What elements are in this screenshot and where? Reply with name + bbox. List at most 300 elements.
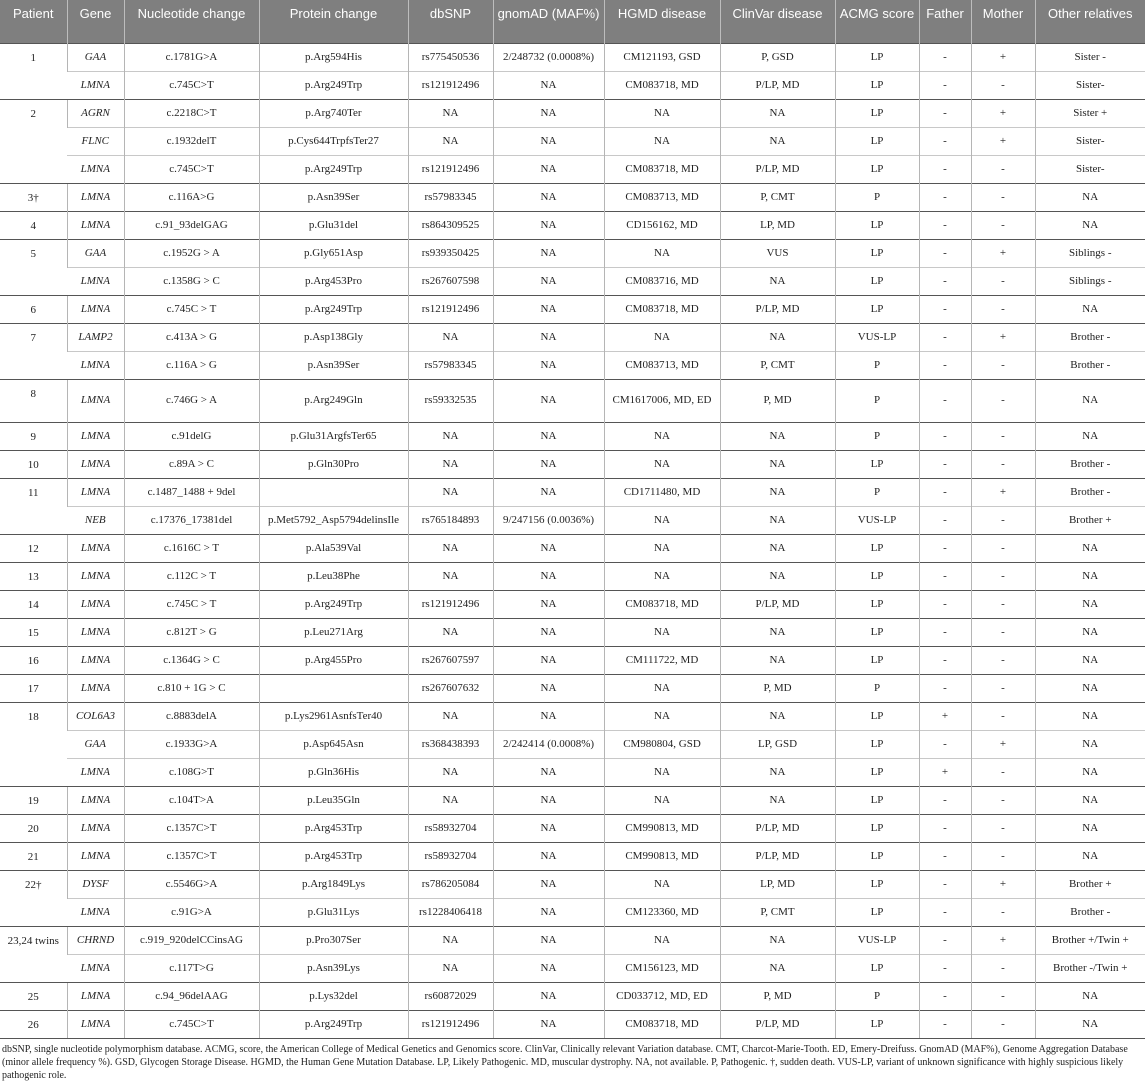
cell-dbsnp: rs775450536 — [408, 43, 493, 71]
cell-gene: LMNA — [67, 562, 124, 590]
header-gene: Gene — [67, 0, 124, 43]
cell-gnomad: NA — [493, 211, 604, 239]
cell-clinvar-disease: NA — [720, 506, 835, 534]
cell-father: - — [919, 954, 971, 982]
cell-hgmd-disease: CM990813, MD — [604, 814, 720, 842]
cell-mother: + — [971, 239, 1035, 267]
cell-mother: - — [971, 267, 1035, 295]
cell-protein-change: p.Lys2961AsnfsTer40 — [259, 702, 408, 730]
cell-protein-change: p.Asn39Ser — [259, 183, 408, 211]
cell-father: - — [919, 478, 971, 506]
cell-mother: + — [971, 127, 1035, 155]
cell-patient: 16 — [0, 646, 67, 674]
cell-other-relatives: Brother - — [1035, 351, 1145, 379]
cell-protein-change: p.Asp645Asn — [259, 730, 408, 758]
cell-dbsnp: rs121912496 — [408, 590, 493, 618]
cell-father: - — [919, 323, 971, 351]
cell-dbsnp: rs57983345 — [408, 351, 493, 379]
cell-gene: LMNA — [67, 450, 124, 478]
cell-hgmd-disease: NA — [604, 758, 720, 786]
cell-clinvar-disease: P/LP, MD — [720, 295, 835, 323]
cell-nucleotide-change: c.745C > T — [124, 295, 259, 323]
cell-other-relatives: NA — [1035, 702, 1145, 730]
cell-patient: 25 — [0, 982, 67, 1010]
header-protein-change: Protein change — [259, 0, 408, 43]
cell-mother: - — [971, 814, 1035, 842]
cell-father: - — [919, 183, 971, 211]
cell-gnomad: NA — [493, 351, 604, 379]
cell-hgmd-disease: NA — [604, 618, 720, 646]
cell-patient: 17 — [0, 674, 67, 702]
cell-mother: - — [971, 295, 1035, 323]
table-row — [0, 506, 1145, 534]
cell-other-relatives: NA — [1035, 646, 1145, 674]
cell-gene: LMNA — [67, 534, 124, 562]
cell-hgmd-disease: CM083718, MD — [604, 71, 720, 99]
cell-gene: LMNA — [67, 183, 124, 211]
cell-patient: 23,24 twins — [0, 926, 67, 982]
table-row — [0, 842, 1145, 870]
cell-nucleotide-change: c.94_96delAAG — [124, 982, 259, 1010]
header-father: Father — [919, 0, 971, 43]
header-dbsnp: dbSNP — [408, 0, 493, 43]
cell-gene: LMNA — [67, 954, 124, 982]
cell-mother: - — [971, 379, 1035, 422]
cell-hgmd-disease: CM121193, GSD — [604, 43, 720, 71]
table-row — [0, 674, 1145, 702]
cell-clinvar-disease: NA — [720, 786, 835, 814]
cell-gnomad: 9/247156 (0.0036%) — [493, 506, 604, 534]
cell-mother: - — [971, 758, 1035, 786]
cell-other-relatives: NA — [1035, 183, 1145, 211]
cell-mother: - — [971, 351, 1035, 379]
cell-dbsnp: NA — [408, 618, 493, 646]
cell-other-relatives: Sister- — [1035, 71, 1145, 99]
cell-nucleotide-change: c.1952G > A — [124, 239, 259, 267]
table-row — [0, 562, 1145, 590]
cell-mother: - — [971, 450, 1035, 478]
cell-gene: LMNA — [67, 590, 124, 618]
cell-father: - — [919, 674, 971, 702]
table-row — [0, 786, 1145, 814]
cell-nucleotide-change: c.8883delA — [124, 702, 259, 730]
cell-other-relatives: NA — [1035, 786, 1145, 814]
cell-gene: LMNA — [67, 155, 124, 183]
cell-protein-change: p.Arg594His — [259, 43, 408, 71]
cell-gene: DYSF — [67, 870, 124, 898]
cell-father: - — [919, 43, 971, 71]
cell-gnomad: NA — [493, 702, 604, 730]
cell-acmg-score: LP — [835, 590, 919, 618]
cell-clinvar-disease: LP, MD — [720, 870, 835, 898]
cell-patient: 6 — [0, 295, 67, 323]
header-row — [0, 0, 1145, 43]
cell-gene: LMNA — [67, 478, 124, 506]
cell-gene: LMNA — [67, 618, 124, 646]
cell-hgmd-disease: NA — [604, 127, 720, 155]
cell-other-relatives: Sister + — [1035, 99, 1145, 127]
cell-other-relatives: Brother + — [1035, 870, 1145, 898]
cell-gene: LMNA — [67, 786, 124, 814]
cell-protein-change — [259, 674, 408, 702]
cell-nucleotide-change: c.1933G>A — [124, 730, 259, 758]
cell-hgmd-disease: NA — [604, 702, 720, 730]
table-row — [0, 351, 1145, 379]
cell-acmg-score: LP — [835, 562, 919, 590]
cell-father: - — [919, 730, 971, 758]
cell-hgmd-disease: NA — [604, 323, 720, 351]
cell-acmg-score: LP — [835, 239, 919, 267]
cell-gene: LMNA — [67, 758, 124, 786]
cell-protein-change: p.Arg249Trp — [259, 590, 408, 618]
cell-protein-change: p.Gly651Asp — [259, 239, 408, 267]
cell-patient: 13 — [0, 562, 67, 590]
cell-hgmd-disease: NA — [604, 506, 720, 534]
header-hgmd-disease: HGMD disease — [604, 0, 720, 43]
cell-other-relatives: Brother +/Twin + — [1035, 926, 1145, 954]
cell-protein-change: p.Leu35Gln — [259, 786, 408, 814]
cell-mother: - — [971, 646, 1035, 674]
cell-gene: AGRN — [67, 99, 124, 127]
cell-clinvar-disease: NA — [720, 954, 835, 982]
cell-clinvar-disease: P/LP, MD — [720, 155, 835, 183]
cell-father: - — [919, 422, 971, 450]
cell-dbsnp: NA — [408, 127, 493, 155]
cell-nucleotide-change: c.89A > C — [124, 450, 259, 478]
cell-clinvar-disease: P, MD — [720, 379, 835, 422]
cell-nucleotide-change: c.1364G > C — [124, 646, 259, 674]
cell-dbsnp: rs60872029 — [408, 982, 493, 1010]
cell-acmg-score: LP — [835, 954, 919, 982]
cell-dbsnp: NA — [408, 99, 493, 127]
cell-protein-change: p.Arg1849Lys — [259, 870, 408, 898]
cell-other-relatives: NA — [1035, 842, 1145, 870]
cell-nucleotide-change: c.116A > G — [124, 351, 259, 379]
table-row — [0, 758, 1145, 786]
cell-dbsnp: NA — [408, 422, 493, 450]
cell-other-relatives: NA — [1035, 590, 1145, 618]
cell-gnomad: NA — [493, 646, 604, 674]
cell-patient: 2 — [0, 99, 67, 183]
cell-gene: CHRND — [67, 926, 124, 954]
cell-father: + — [919, 702, 971, 730]
cell-other-relatives: Brother - — [1035, 478, 1145, 506]
cell-mother: - — [971, 842, 1035, 870]
cell-nucleotide-change: c.117T>G — [124, 954, 259, 982]
cell-patient: 18 — [0, 702, 67, 786]
cell-gene: LMNA — [67, 898, 124, 926]
cell-patient: 20 — [0, 814, 67, 842]
table-body — [0, 43, 1145, 1038]
cell-acmg-score: LP — [835, 211, 919, 239]
cell-acmg-score: P — [835, 478, 919, 506]
cell-hgmd-disease: NA — [604, 239, 720, 267]
cell-clinvar-disease: NA — [720, 618, 835, 646]
cell-gene: NEB — [67, 506, 124, 534]
cell-gnomad: NA — [493, 127, 604, 155]
cell-gene: LMNA — [67, 351, 124, 379]
cell-patient: 1 — [0, 43, 67, 99]
cell-patient: 26 — [0, 1010, 67, 1038]
cell-father: - — [919, 926, 971, 954]
cell-protein-change: p.Arg249Gln — [259, 379, 408, 422]
table-footnote: dbSNP, single nucleotide polymorphism database. ACMG, score, the American College of Medical Genetics and Genomics score. ClinVar, Clinically relevant Variation database. CMT, Charcot-Marie-Tooth. ED, Emery-Dreifuss. GnomAD (MAF%), Genome Aggregation Database (minor allele frequency %). GSD, Glycogen Storage Disease. HGMD, the Human Gene Mutation Database. LP, Likely Pathogenic. MD, muscular dystrophy. NA, not available. P, Pathogenic. †, sudden death. VUS-LP, variant of unknown significance with highly suspicious likely pathogenic role. — [2, 1043, 1128, 1081]
cell-mother: - — [971, 590, 1035, 618]
cell-hgmd-disease: CM083713, MD — [604, 351, 720, 379]
cell-protein-change: p.Leu38Phe — [259, 562, 408, 590]
cell-acmg-score: LP — [835, 814, 919, 842]
cell-mother: - — [971, 506, 1035, 534]
cell-father: - — [919, 534, 971, 562]
cell-gene: LMNA — [67, 1010, 124, 1038]
table-row — [0, 239, 1145, 267]
cell-father: - — [919, 814, 971, 842]
cell-father: - — [919, 898, 971, 926]
cell-gene: LMNA — [67, 982, 124, 1010]
table-row — [0, 43, 1145, 71]
cell-gnomad: NA — [493, 842, 604, 870]
cell-gene: LMNA — [67, 295, 124, 323]
cell-hgmd-disease: CM083718, MD — [604, 295, 720, 323]
cell-patient: 22† — [0, 870, 67, 926]
cell-patient: 15 — [0, 618, 67, 646]
cell-gnomad: NA — [493, 323, 604, 351]
table-row — [0, 323, 1145, 351]
cell-mother: - — [971, 422, 1035, 450]
cell-acmg-score: LP — [835, 646, 919, 674]
cell-hgmd-disease: NA — [604, 99, 720, 127]
cell-dbsnp: rs368438393 — [408, 730, 493, 758]
cell-father: - — [919, 379, 971, 422]
cell-nucleotide-change: c.1781G>A — [124, 43, 259, 71]
cell-other-relatives: NA — [1035, 730, 1145, 758]
cell-dbsnp: rs121912496 — [408, 71, 493, 99]
cell-dbsnp: NA — [408, 926, 493, 954]
cell-hgmd-disease: CM083716, MD — [604, 267, 720, 295]
cell-clinvar-disease: NA — [720, 99, 835, 127]
cell-dbsnp: rs57983345 — [408, 183, 493, 211]
cell-nucleotide-change: c.745C>T — [124, 71, 259, 99]
cell-clinvar-disease: LP, GSD — [720, 730, 835, 758]
cell-nucleotide-change: c.746G > A — [124, 379, 259, 422]
cell-gene: FLNC — [67, 127, 124, 155]
cell-clinvar-disease: P, GSD — [720, 43, 835, 71]
cell-father: - — [919, 590, 971, 618]
cell-gnomad: NA — [493, 422, 604, 450]
cell-protein-change: p.Arg249Trp — [259, 295, 408, 323]
cell-acmg-score: VUS-LP — [835, 926, 919, 954]
cell-protein-change: p.Glu31del — [259, 211, 408, 239]
cell-gene: LMNA — [67, 842, 124, 870]
cell-mother: + — [971, 926, 1035, 954]
cell-protein-change: p.Met5792_Asp5794delinsIle — [259, 506, 408, 534]
cell-clinvar-disease: NA — [720, 534, 835, 562]
cell-mother: - — [971, 183, 1035, 211]
cell-protein-change: p.Arg453Trp — [259, 842, 408, 870]
cell-hgmd-disease: CM156123, MD — [604, 954, 720, 982]
cell-mother: - — [971, 674, 1035, 702]
cell-acmg-score: P — [835, 183, 919, 211]
cell-gnomad: NA — [493, 954, 604, 982]
cell-clinvar-disease: P, MD — [720, 982, 835, 1010]
cell-dbsnp: rs121912496 — [408, 295, 493, 323]
cell-gene: COL6A3 — [67, 702, 124, 730]
cell-hgmd-disease: CM1617006, MD, ED — [604, 379, 720, 422]
cell-gnomad: 2/242414 (0.0008%) — [493, 730, 604, 758]
table-row — [0, 870, 1145, 898]
table-row — [0, 211, 1145, 239]
cell-patient: 11 — [0, 478, 67, 534]
cell-other-relatives: NA — [1035, 534, 1145, 562]
cell-clinvar-disease: NA — [720, 478, 835, 506]
cell-gnomad: NA — [493, 786, 604, 814]
cell-acmg-score: VUS-LP — [835, 323, 919, 351]
cell-acmg-score: LP — [835, 730, 919, 758]
cell-nucleotide-change: c.745C>T — [124, 1010, 259, 1038]
cell-gnomad: NA — [493, 478, 604, 506]
cell-father: - — [919, 239, 971, 267]
cell-nucleotide-change: c.5546G>A — [124, 870, 259, 898]
cell-gene: GAA — [67, 239, 124, 267]
cell-hgmd-disease: CM083718, MD — [604, 590, 720, 618]
cell-patient: 9 — [0, 422, 67, 450]
cell-gnomad: NA — [493, 450, 604, 478]
header-nucleotide-change: Nucleotide change — [124, 0, 259, 43]
cell-father: + — [919, 758, 971, 786]
cell-clinvar-disease: P/LP, MD — [720, 1010, 835, 1038]
cell-acmg-score: LP — [835, 295, 919, 323]
cell-mother: - — [971, 618, 1035, 646]
cell-dbsnp: NA — [408, 450, 493, 478]
cell-nucleotide-change: c.116A>G — [124, 183, 259, 211]
cell-father: - — [919, 211, 971, 239]
cell-other-relatives: NA — [1035, 758, 1145, 786]
cell-hgmd-disease: CD033712, MD, ED — [604, 982, 720, 1010]
cell-father: - — [919, 870, 971, 898]
table-row — [0, 295, 1145, 323]
cell-hgmd-disease: NA — [604, 926, 720, 954]
cell-clinvar-disease: P, MD — [720, 674, 835, 702]
cell-dbsnp: rs58932704 — [408, 814, 493, 842]
cell-other-relatives: NA — [1035, 211, 1145, 239]
cell-protein-change — [259, 478, 408, 506]
cell-hgmd-disease: CD1711480, MD — [604, 478, 720, 506]
cell-protein-change: p.Glu31ArgfsTer65 — [259, 422, 408, 450]
cell-clinvar-disease: VUS — [720, 239, 835, 267]
cell-other-relatives: NA — [1035, 422, 1145, 450]
cell-clinvar-disease: NA — [720, 562, 835, 590]
cell-father: - — [919, 842, 971, 870]
cell-acmg-score: LP — [835, 758, 919, 786]
cell-hgmd-disease: CD156162, MD — [604, 211, 720, 239]
cell-protein-change: p.Ala539Val — [259, 534, 408, 562]
table-row — [0, 982, 1145, 1010]
cell-patient: 21 — [0, 842, 67, 870]
cell-clinvar-disease: NA — [720, 450, 835, 478]
table-row — [0, 1010, 1145, 1038]
cell-clinvar-disease: P, CMT — [720, 898, 835, 926]
cell-nucleotide-change: c.919_920delCCinsAG — [124, 926, 259, 954]
cell-mother: - — [971, 562, 1035, 590]
cell-dbsnp: NA — [408, 702, 493, 730]
cell-acmg-score: LP — [835, 71, 919, 99]
cell-clinvar-disease: P/LP, MD — [720, 71, 835, 99]
cell-acmg-score: LP — [835, 898, 919, 926]
cell-nucleotide-change: c.745C > T — [124, 590, 259, 618]
cell-dbsnp: rs267607598 — [408, 267, 493, 295]
cell-dbsnp: NA — [408, 954, 493, 982]
cell-mother: - — [971, 982, 1035, 1010]
cell-father: - — [919, 127, 971, 155]
cell-hgmd-disease: CM111722, MD — [604, 646, 720, 674]
cell-patient: 5 — [0, 239, 67, 295]
cell-hgmd-disease: CM083718, MD — [604, 1010, 720, 1038]
cell-other-relatives: NA — [1035, 674, 1145, 702]
cell-acmg-score: LP — [835, 618, 919, 646]
cell-hgmd-disease: CM083718, MD — [604, 155, 720, 183]
cell-other-relatives: Siblings - — [1035, 239, 1145, 267]
cell-dbsnp: rs1228406418 — [408, 898, 493, 926]
cell-acmg-score: P — [835, 422, 919, 450]
cell-patient: 12 — [0, 534, 67, 562]
cell-gnomad: NA — [493, 898, 604, 926]
cell-hgmd-disease: NA — [604, 786, 720, 814]
cell-father: - — [919, 562, 971, 590]
cell-gnomad: NA — [493, 534, 604, 562]
cell-gnomad: NA — [493, 71, 604, 99]
cell-nucleotide-change: c.1487_1488 + 9del — [124, 478, 259, 506]
cell-clinvar-disease: P, CMT — [720, 183, 835, 211]
cell-father: - — [919, 99, 971, 127]
cell-dbsnp: rs59332535 — [408, 379, 493, 422]
cell-other-relatives: Sister- — [1035, 127, 1145, 155]
cell-nucleotide-change: c.17376_17381del — [124, 506, 259, 534]
cell-other-relatives: NA — [1035, 562, 1145, 590]
cell-gnomad: NA — [493, 982, 604, 1010]
cell-acmg-score: LP — [835, 267, 919, 295]
cell-gene: LMNA — [67, 674, 124, 702]
cell-gene: LMNA — [67, 814, 124, 842]
cell-gene: LMNA — [67, 422, 124, 450]
cell-clinvar-disease: NA — [720, 127, 835, 155]
cell-mother: - — [971, 534, 1035, 562]
cell-clinvar-disease: NA — [720, 422, 835, 450]
cell-hgmd-disease: NA — [604, 422, 720, 450]
cell-nucleotide-change: c.91delG — [124, 422, 259, 450]
cell-nucleotide-change: c.1358G > C — [124, 267, 259, 295]
cell-protein-change: p.Lys32del — [259, 982, 408, 1010]
table-row — [0, 99, 1145, 127]
table-row — [0, 422, 1145, 450]
cell-protein-change: p.Gln30Pro — [259, 450, 408, 478]
cell-acmg-score: P — [835, 379, 919, 422]
cell-mother: - — [971, 786, 1035, 814]
table-row — [0, 534, 1145, 562]
cell-father: - — [919, 1010, 971, 1038]
cell-hgmd-disease: CM123360, MD — [604, 898, 720, 926]
cell-nucleotide-change: c.413A > G — [124, 323, 259, 351]
cell-protein-change: p.Asp138Gly — [259, 323, 408, 351]
cell-acmg-score: LP — [835, 786, 919, 814]
cell-other-relatives: NA — [1035, 1010, 1145, 1038]
cell-mother: + — [971, 323, 1035, 351]
cell-hgmd-disease: NA — [604, 674, 720, 702]
cell-protein-change: p.Asn39Lys — [259, 954, 408, 982]
cell-patient: 14 — [0, 590, 67, 618]
cell-gnomad: NA — [493, 870, 604, 898]
cell-mother: - — [971, 211, 1035, 239]
table-row — [0, 954, 1145, 982]
